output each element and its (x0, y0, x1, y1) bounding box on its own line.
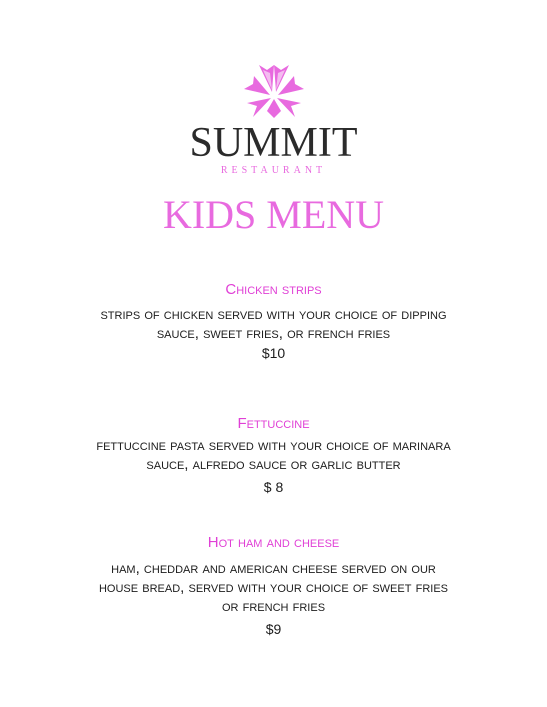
menu-item-description: strips of chicken served with your choice of dipping sauce, sweet fries, or french fries (100, 306, 447, 342)
restaurant-name: SUMMIT (189, 120, 358, 166)
menu-item-price: $ 8 (263, 479, 284, 495)
menu-item (0, 414, 547, 496)
menu-item-name: Chicken strips (225, 281, 322, 298)
menu-item-price: $10 (261, 345, 286, 361)
menu-item-description: ham, cheddar and american cheese served on our house bread, served with your choice of sweet fries or french fries (98, 560, 448, 615)
menu-item-description: fettuccine pasta served with your choice of marinara sauce, alfredo sauce or garlic butter (96, 437, 451, 473)
menu-item (0, 533, 547, 638)
restaurant-subtitle: RESTAURANT (220, 165, 327, 176)
menu-item-price: $9 (265, 621, 282, 637)
menu-item-name: Hot ham and cheese (207, 534, 340, 551)
lotus-flower-icon (243, 62, 305, 118)
menu-title: KIDS MENU (162, 192, 385, 237)
menu-item-name: Fettuccine (237, 415, 310, 432)
menu-item (0, 280, 547, 362)
